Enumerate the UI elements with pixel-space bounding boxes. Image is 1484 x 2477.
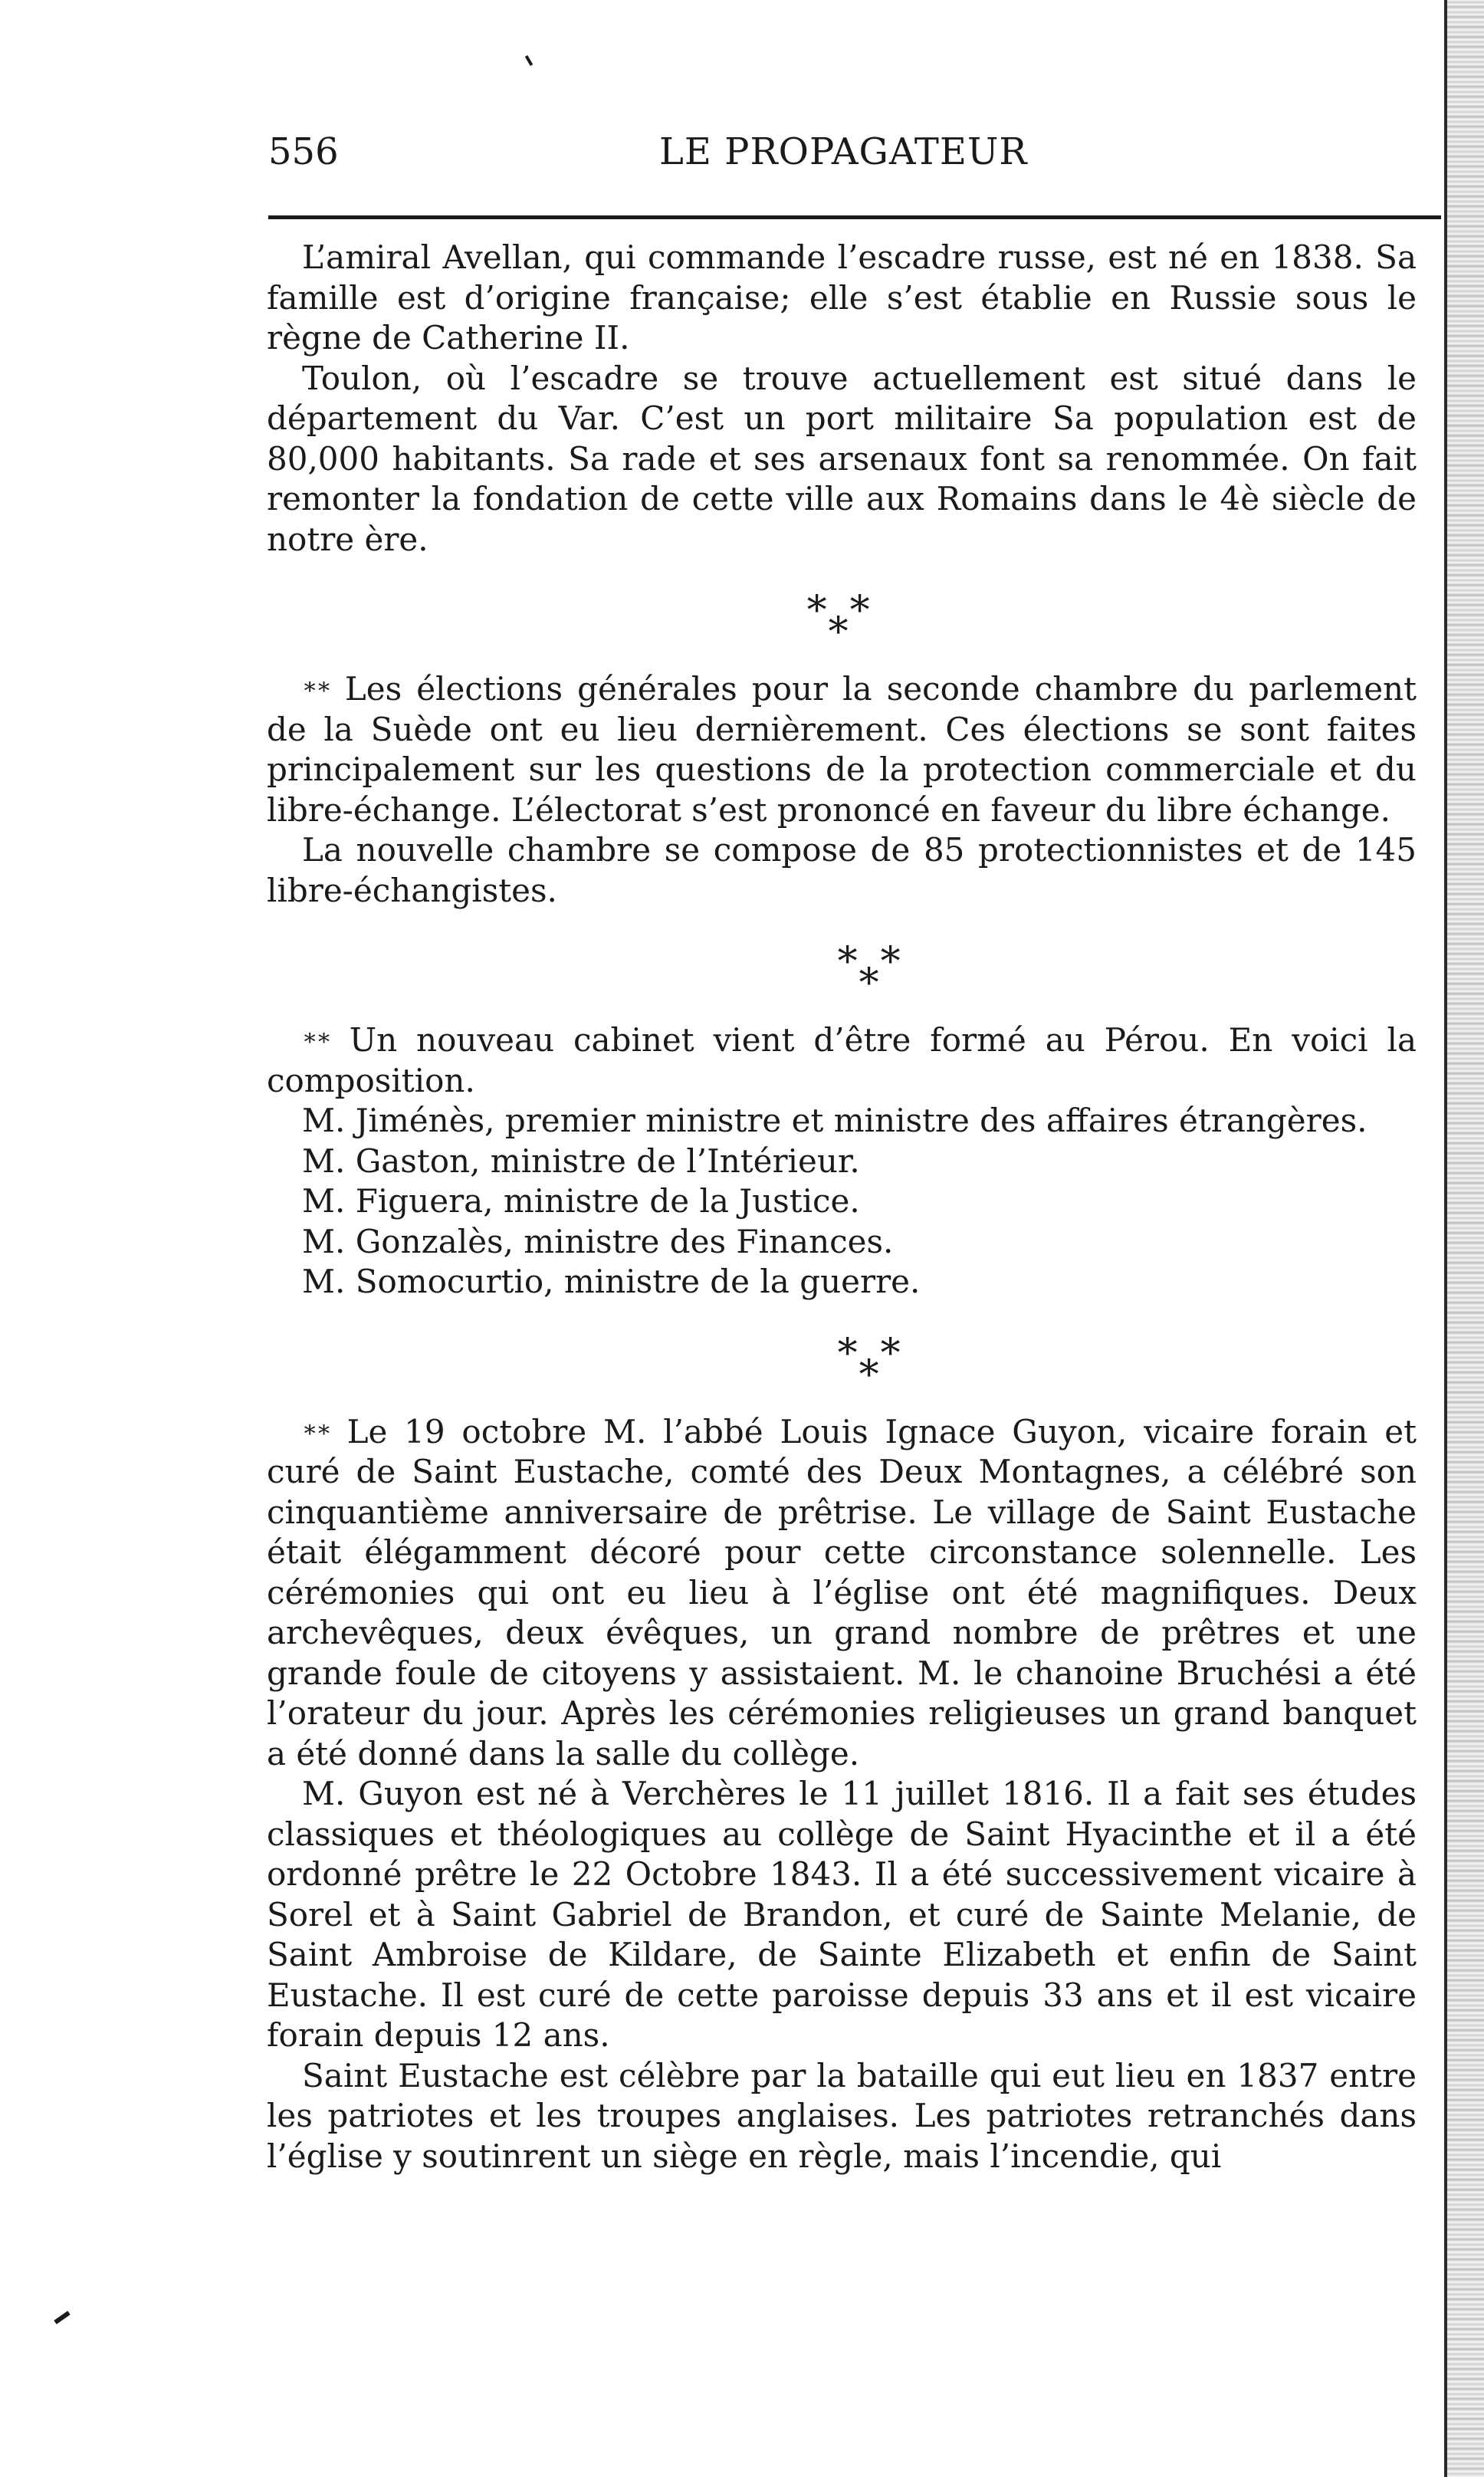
list-item: M. Jiménès, premier ministre et ministre des affaires étrangères. [302, 1102, 1367, 1139]
paragraph: Saint Eustache est célèbre par la bataille qui eut lieu en 1837 entre les patriotes et les troupes anglaises. Les patriotes retranchés dans l’église y soutinrent un siège en règle, mais l’incendie, qui [267, 2056, 1417, 2175]
news-item-perou [267, 1018, 1417, 1303]
page-header [268, 129, 1441, 182]
paragraph: M. Guyon est né à Verchères le 11 juillet 1816. Il a fait ses études classiques et théologiques au collège de Saint Hyacinthe et il a été ordonné prêtre le 22 Octobre 1843. Il a été successivement vicaire à Sorel et à Saint Gabriel de Brandon, et curé de Sainte Melanie, de Saint Ambroise de Kildare, de Sainte Elizabeth et enfin de Saint Eustache. Il est curé de cette paroisse depuis 33 ans et il est vicaire forain depuis 12 ans. [267, 1775, 1417, 2054]
asterism-separator [267, 560, 1417, 667]
binding-shadow [1447, 0, 1484, 2477]
news-item-guyon [267, 1410, 1417, 2177]
paragraph: ∗∗ Les élections générales pour la seconde chambre du parlement de la Suède ont eu lieu dernièrement. Ces élections se sont faites principalement sur les questions de la protection commerciale et du libre-échange. L’électorat s’est prononcé en faveur du libre échange. [267, 670, 1417, 829]
paragraph: ∗∗ Un nouveau cabinet vient d’être formé au Pérou. En voici la composition. [267, 1021, 1417, 1099]
paragraph: L’amiral Avellan, qui commande l’escadre russe, est né en 1838. Sa famille est d’origine française; elle s’est établie en Russie sous le règne de Catherine II. [267, 238, 1417, 356]
page-number: 556 [268, 130, 339, 173]
asterism-mark: ∗ ∗ ∗ [803, 580, 874, 647]
news-item-avellan [267, 238, 1417, 560]
section-bullet: ∗∗ [302, 1024, 330, 1051]
paragraph: ∗∗ Le 19 octobre M. l’abbé Louis Ignace Guyon, vicaire forain et curé de Saint Eustache, comté des Deux Montagnes, a célébré son cinquantième anniversaire de prêtrise. Le village de Saint Eustache était élégamment décoré pour cette circonstance solennelle. Les cérémonies qui ont eu lieu à l’église ont été magnifiques. Deux archevêques, deux évêques, un grand nombre de prêtres et une grande foule de citoyens y assistaient. M. le chanoine Bruchési a été l’orateur du jour. Après les cérémonies religieuses un grand banquet a été donné dans la salle du collège. [267, 1412, 1417, 1772]
section-bullet: ∗∗ [302, 673, 330, 700]
paragraph: La nouvelle chambre se compose de 85 protectionnistes et de 145 libre-échangistes. [267, 831, 1417, 909]
list-item: M. Gonzalès, ministre des Finances. [302, 1222, 894, 1260]
scan-speck [525, 55, 533, 66]
scan-speck [54, 2311, 70, 2324]
asterism-separator [267, 1303, 1417, 1410]
list-item: M. Somocurtio, ministre de la guerre. [302, 1263, 921, 1300]
list-item: M. Gaston, ministre de l’Intérieur. [302, 1142, 860, 1180]
section-bullet: ∗∗ [302, 1415, 330, 1443]
paragraph: Toulon, où l’escadre se trouve actuellement est situé dans le département du Var. C’est un port militaire Sa population est de 80,000 habitants. Sa rade et ses arsenaux font sa renommée. On fait remonter la fondation de cette ville aux Romains dans le 4è siècle de notre ère. [267, 359, 1417, 558]
header-rule [268, 215, 1441, 219]
asterism-separator [267, 911, 1417, 1018]
news-item-suede [267, 667, 1417, 911]
list-item: M. Figuera, ministre de la Justice. [302, 1182, 860, 1220]
asterism-mark: ∗ ∗ ∗ [834, 931, 905, 998]
running-title: LE PROPAGATEUR [659, 130, 1028, 173]
article-body [267, 238, 1417, 2176]
asterism-mark: ∗ ∗ ∗ [834, 1322, 905, 1390]
